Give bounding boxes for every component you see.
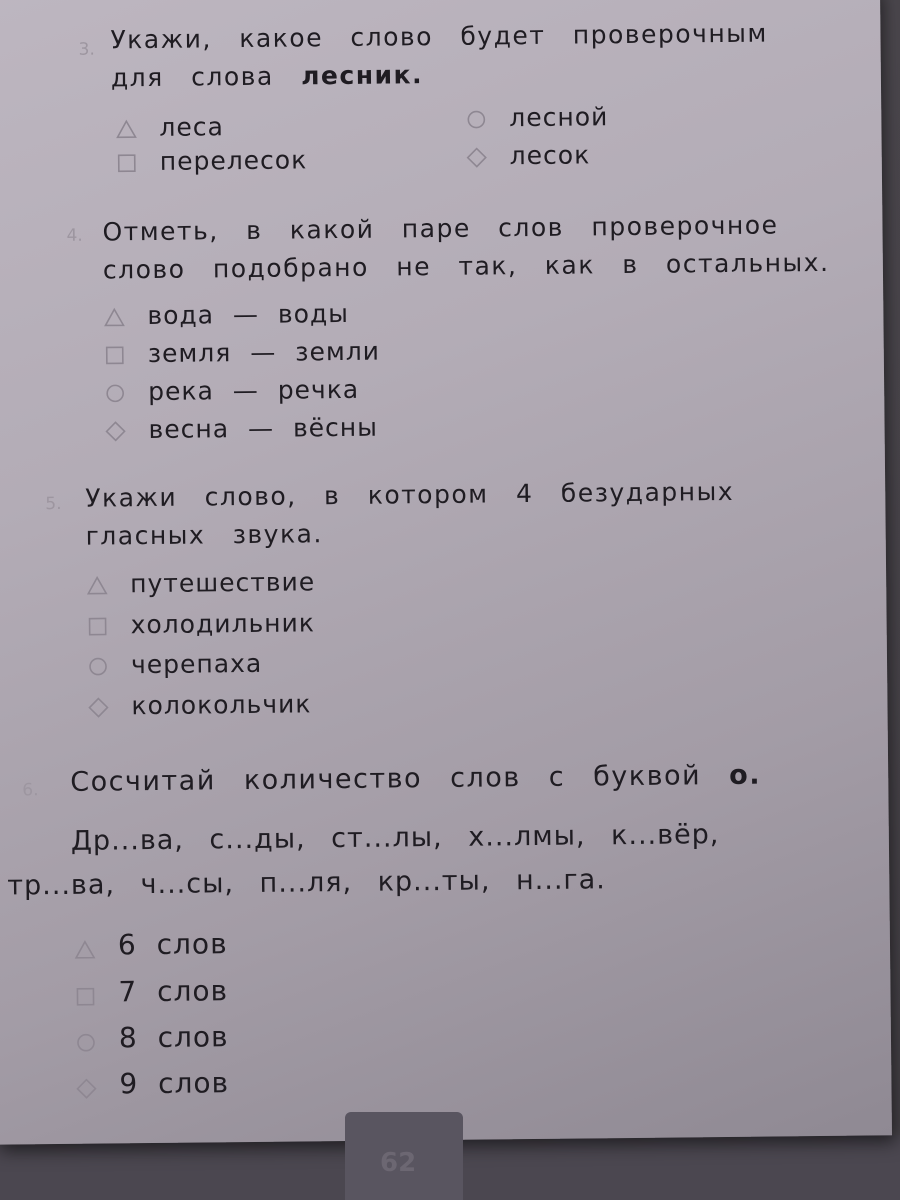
square-icon (116, 151, 138, 173)
triangle-icon (115, 117, 137, 139)
question-5-option-d[interactable]: колокольчик (87, 689, 311, 720)
question-6-words-line-2: тр...ва, ч...сы, п...ля, кр...ты, н...га. (7, 864, 606, 902)
question-4-text (102, 206, 829, 290)
square-icon (104, 343, 126, 365)
diamond-icon (466, 145, 488, 167)
diamond-icon (75, 1073, 97, 1095)
question-6-option-a[interactable]: 6 слов (74, 927, 228, 962)
question-3-text (110, 15, 768, 98)
question-3-line-1: Укажи, какое слово будет проверочным (110, 18, 768, 55)
question-5-text (85, 473, 735, 556)
question-3-line-2: для слова лесник. (110, 60, 424, 93)
question-3-option-b[interactable]: перелесок (116, 145, 308, 176)
question-4-option-d[interactable]: весна — вёсны (104, 413, 378, 445)
question-6-letter: о. (729, 759, 762, 791)
question-3-option-a[interactable]: леса (115, 112, 224, 142)
triangle-icon (86, 573, 108, 595)
question-5-number: 5. (45, 493, 62, 515)
diamond-icon (104, 419, 126, 441)
diamond-icon (87, 695, 109, 717)
question-5-option-a[interactable]: путешествие (86, 567, 315, 598)
circle-icon (75, 1027, 97, 1049)
question-5-option-b[interactable]: холодильник (86, 608, 315, 639)
question-3-option-d[interactable]: лесок (466, 140, 591, 170)
question-6-number: 6. (22, 780, 39, 801)
question-5-option-c[interactable]: черепаха (87, 649, 262, 680)
square-icon (74, 981, 96, 1003)
question-5-line-2: гласных звука. (85, 519, 324, 551)
question-4-option-c[interactable]: река — речка (104, 375, 359, 407)
question-3-option-c[interactable]: лесной (465, 102, 608, 132)
question-6-option-c[interactable]: 8 слов (75, 1020, 229, 1055)
circle-icon (465, 107, 487, 129)
page-number: 62 (380, 1148, 417, 1178)
triangle-icon (103, 305, 125, 327)
question-4-line-2: слово подобрано не так, как в остальных. (102, 247, 830, 285)
circle-icon (104, 381, 126, 403)
question-6-words-line-1: Др...ва, с...ды, ст...лы, х...лмы, к...вёр, (70, 819, 720, 857)
circle-icon (87, 654, 109, 676)
question-6-option-b[interactable]: 7 слов (74, 974, 228, 1009)
question-3-keyword: лесник. (301, 60, 424, 91)
question-3-number: 3. (78, 39, 95, 60)
question-4-option-a[interactable]: вода — воды (103, 299, 349, 331)
question-4-line-1: Отметь, в какой паре слов проверочное (102, 210, 779, 247)
square-icon (86, 614, 108, 636)
question-4-number: 4. (66, 225, 83, 246)
question-5-line-1: Укажи слово, в котором 4 безударных (85, 476, 735, 513)
question-6-option-d[interactable]: 9 слов (75, 1066, 229, 1101)
question-4-option-b[interactable]: земля — земли (104, 337, 381, 369)
triangle-icon (74, 934, 96, 956)
question-6-text: Сосчитай количество слов с буквой о. (70, 759, 762, 798)
